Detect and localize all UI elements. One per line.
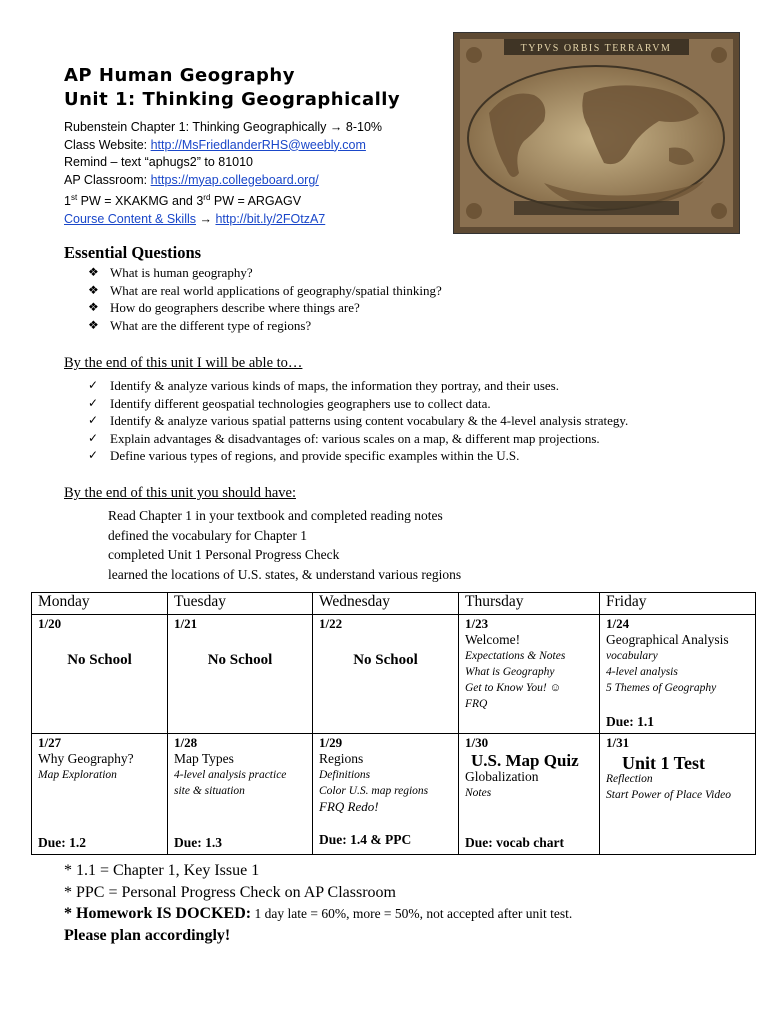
reading-line (64, 119, 382, 137)
table-cell (32, 615, 168, 734)
question-text: What are the different type of regions? (110, 317, 312, 333)
checkmark-icon: ✓ (88, 413, 99, 427)
objective-text: Define various types of regions, and provide specific examples within the U.S. (110, 448, 520, 463)
arrow-right-icon: → (199, 211, 212, 226)
plan-note: Please plan accordingly! (64, 926, 231, 944)
pw-1-number: 1 (64, 194, 71, 209)
table-row (32, 734, 756, 855)
title-line-2: Unit 1: Thinking Geographically (64, 89, 401, 110)
map-banner: TYPVS ORBIS TERRARVM (520, 43, 672, 54)
cell-note: No School (207, 652, 273, 668)
due-label: Due: 1.4 & PPC (319, 832, 412, 847)
checkmark-icon: ✓ (88, 430, 99, 445)
list-item: defined the vocabulary for Chapter 1 (108, 527, 308, 543)
pw-1-sup: st (70, 193, 78, 202)
should-have-list (108, 506, 461, 584)
footnote-key-issue: * 1.1 = Chapter 1, Key Issue 1 (64, 862, 260, 879)
list-item (88, 430, 628, 448)
course-info (64, 119, 382, 228)
due-label: Due: 1.1 (606, 714, 654, 729)
pw-3-sup: rd (203, 193, 211, 202)
reading-text: Rubenstein Chapter 1: Thinking Geographically (64, 120, 327, 134)
table-cell (459, 615, 600, 734)
table-cell (32, 734, 168, 855)
due-label: Due: 1.2 (38, 835, 86, 850)
checkmark-icon: ✓ (88, 378, 99, 392)
list-item: Read Chapter 1 in your textbook and completed reading notes (108, 508, 443, 523)
list-item (88, 377, 628, 395)
cell-item: What is Geography (465, 666, 555, 678)
list-item (88, 412, 628, 430)
list-item: learned the locations of U.S. states, & understand various regions (108, 566, 462, 582)
cell-item: Color U.S. map regions (319, 785, 429, 797)
list-item (88, 447, 628, 465)
cell-note: No School (353, 652, 418, 668)
objective-text: Explain advantages & disadvantages of: various scales on a map, & different map projections. (110, 430, 600, 446)
should-have-heading: By the end of this unit you should have: (64, 485, 296, 501)
pw-3-text: PW = ARGAGV (210, 194, 302, 209)
remind-line: Remind – text “aphugs2” to 81010 (64, 155, 254, 169)
cell-item: Expectations & Notes (465, 650, 566, 662)
pw-1-text: PW = XKAKMG and 3 (77, 194, 204, 209)
cell-item: Notes (465, 787, 492, 799)
objective-text: Identify & analyze various kinds of maps, the information they portray, and their uses. (110, 378, 559, 393)
homework-policy (64, 903, 572, 925)
world-map-image (453, 32, 740, 234)
able-to-heading: By the end of this unit I will be able to… (64, 355, 303, 371)
essential-questions-heading: Essential Questions (64, 243, 202, 262)
due-label: Due: vocab chart (465, 835, 564, 850)
able-to-list (88, 377, 628, 465)
homework-policy-text: 1 day late = 60%, more = 50%, not accepted after unit test. (251, 906, 573, 921)
cell-date: 1/23 (465, 616, 489, 631)
cell-title: Map Types (174, 751, 234, 766)
cell-item: Start Power of Place Video (606, 789, 731, 801)
diamond-bullet-icon: ❖ (88, 300, 99, 314)
cell-item: FRQ Redo! (319, 799, 379, 814)
question-text: What is human geography? (110, 265, 253, 280)
cell-item: Definitions (319, 769, 371, 781)
table-cell (600, 615, 756, 734)
cell-date: 1/22 (319, 616, 343, 631)
day-header: Wednesday (313, 593, 459, 615)
due-label: Due: 1.3 (174, 835, 222, 850)
question-text: What are real world applications of geography/spatial thinking? (110, 282, 442, 298)
world-map-illustration (454, 33, 739, 233)
table-header-row (32, 593, 756, 615)
cell-title: Why Geography? (38, 751, 134, 766)
cell-note: No School (67, 652, 132, 668)
cell-item: Reflection (606, 773, 653, 785)
classroom-line (64, 172, 382, 190)
schedule-table (31, 592, 756, 855)
table-cell (600, 734, 756, 855)
cell-item: FRQ (465, 698, 488, 710)
reading-percent: 8-10% (345, 120, 383, 134)
table-cell (313, 615, 459, 734)
website-label: Class Website: (64, 137, 151, 152)
quiz-label: U.S. Map Quiz (471, 751, 579, 770)
table-cell (168, 615, 313, 734)
website-link[interactable]: http://MsFriedlanderRHS@weebly.com (150, 137, 366, 152)
table-cell (313, 734, 459, 855)
cell-item: vocabulary (606, 650, 658, 662)
test-label: Unit 1 Test (622, 753, 706, 773)
cell-date: 1/28 (174, 735, 198, 750)
cell-title: Welcome! (465, 632, 521, 647)
day-header: Monday (32, 593, 168, 615)
diamond-bullet-icon: ❖ (88, 317, 99, 332)
footer-notes (64, 860, 572, 946)
list-item (88, 299, 442, 317)
list-item (88, 264, 442, 282)
list-item (88, 317, 442, 335)
cell-date: 1/20 (38, 616, 62, 631)
cell-title: Geographical Analysis (606, 632, 729, 647)
title-line-1: AP Human Geography (64, 65, 295, 86)
course-content-link[interactable]: Course Content & Skills (64, 211, 197, 226)
list-item (88, 395, 628, 413)
table-row (32, 615, 756, 734)
cell-date: 1/30 (465, 735, 489, 750)
table-cell (168, 734, 313, 855)
question-text: How do geographers describe where things are? (110, 300, 360, 315)
essential-questions-list (88, 264, 442, 334)
cell-date: 1/24 (606, 616, 630, 631)
classroom-link[interactable]: https://myap.collegeboard.org/ (150, 172, 319, 187)
diamond-bullet-icon: ❖ (88, 265, 99, 279)
arrow-right-icon: → (329, 120, 343, 134)
table-cell (459, 734, 600, 855)
bitly-link[interactable]: http://bit.ly/2FOtzA7 (215, 211, 326, 226)
objective-text: Identify different geospatial technologies geographers use to collect data. (110, 395, 491, 411)
cell-date: 1/31 (606, 735, 630, 750)
diamond-bullet-icon: ❖ (88, 282, 99, 297)
day-header: Tuesday (168, 593, 313, 615)
cell-item: 4-level analysis (606, 666, 678, 678)
cell-item: 4-level analysis practice (174, 769, 287, 781)
day-header: Thursday (459, 593, 600, 615)
cell-date: 1/27 (38, 735, 62, 750)
cell-title: Globalization (465, 769, 539, 784)
classroom-label: AP Classroom: (64, 172, 151, 187)
checkmark-icon: ✓ (88, 395, 99, 410)
footnote-ppc: * PPC = Personal Progress Check on AP Classroom (64, 883, 396, 901)
list-item: completed Unit 1 Personal Progress Check (108, 547, 340, 563)
homework-policy-label: * Homework IS DOCKED: (64, 905, 252, 922)
course-content-line (64, 211, 382, 229)
cell-item: 5 Themes of Geography (606, 682, 717, 694)
cell-item: Map Exploration (38, 769, 117, 781)
objective-text: Identify & analyze various spatial patterns using content vocabulary & the 4-level analysis strategy. (110, 413, 629, 428)
checkmark-icon: ✓ (88, 448, 99, 462)
cell-item: site & situation (174, 785, 245, 797)
cell-date: 1/29 (319, 735, 343, 750)
cell-date: 1/21 (174, 616, 198, 631)
day-header: Friday (600, 593, 756, 615)
website-line (64, 137, 382, 155)
cell-title: Regions (319, 751, 364, 766)
list-item (88, 282, 442, 300)
password-line (64, 189, 382, 211)
page-title (64, 64, 400, 112)
cell-item: Get to Know You! ☺ (465, 682, 562, 694)
